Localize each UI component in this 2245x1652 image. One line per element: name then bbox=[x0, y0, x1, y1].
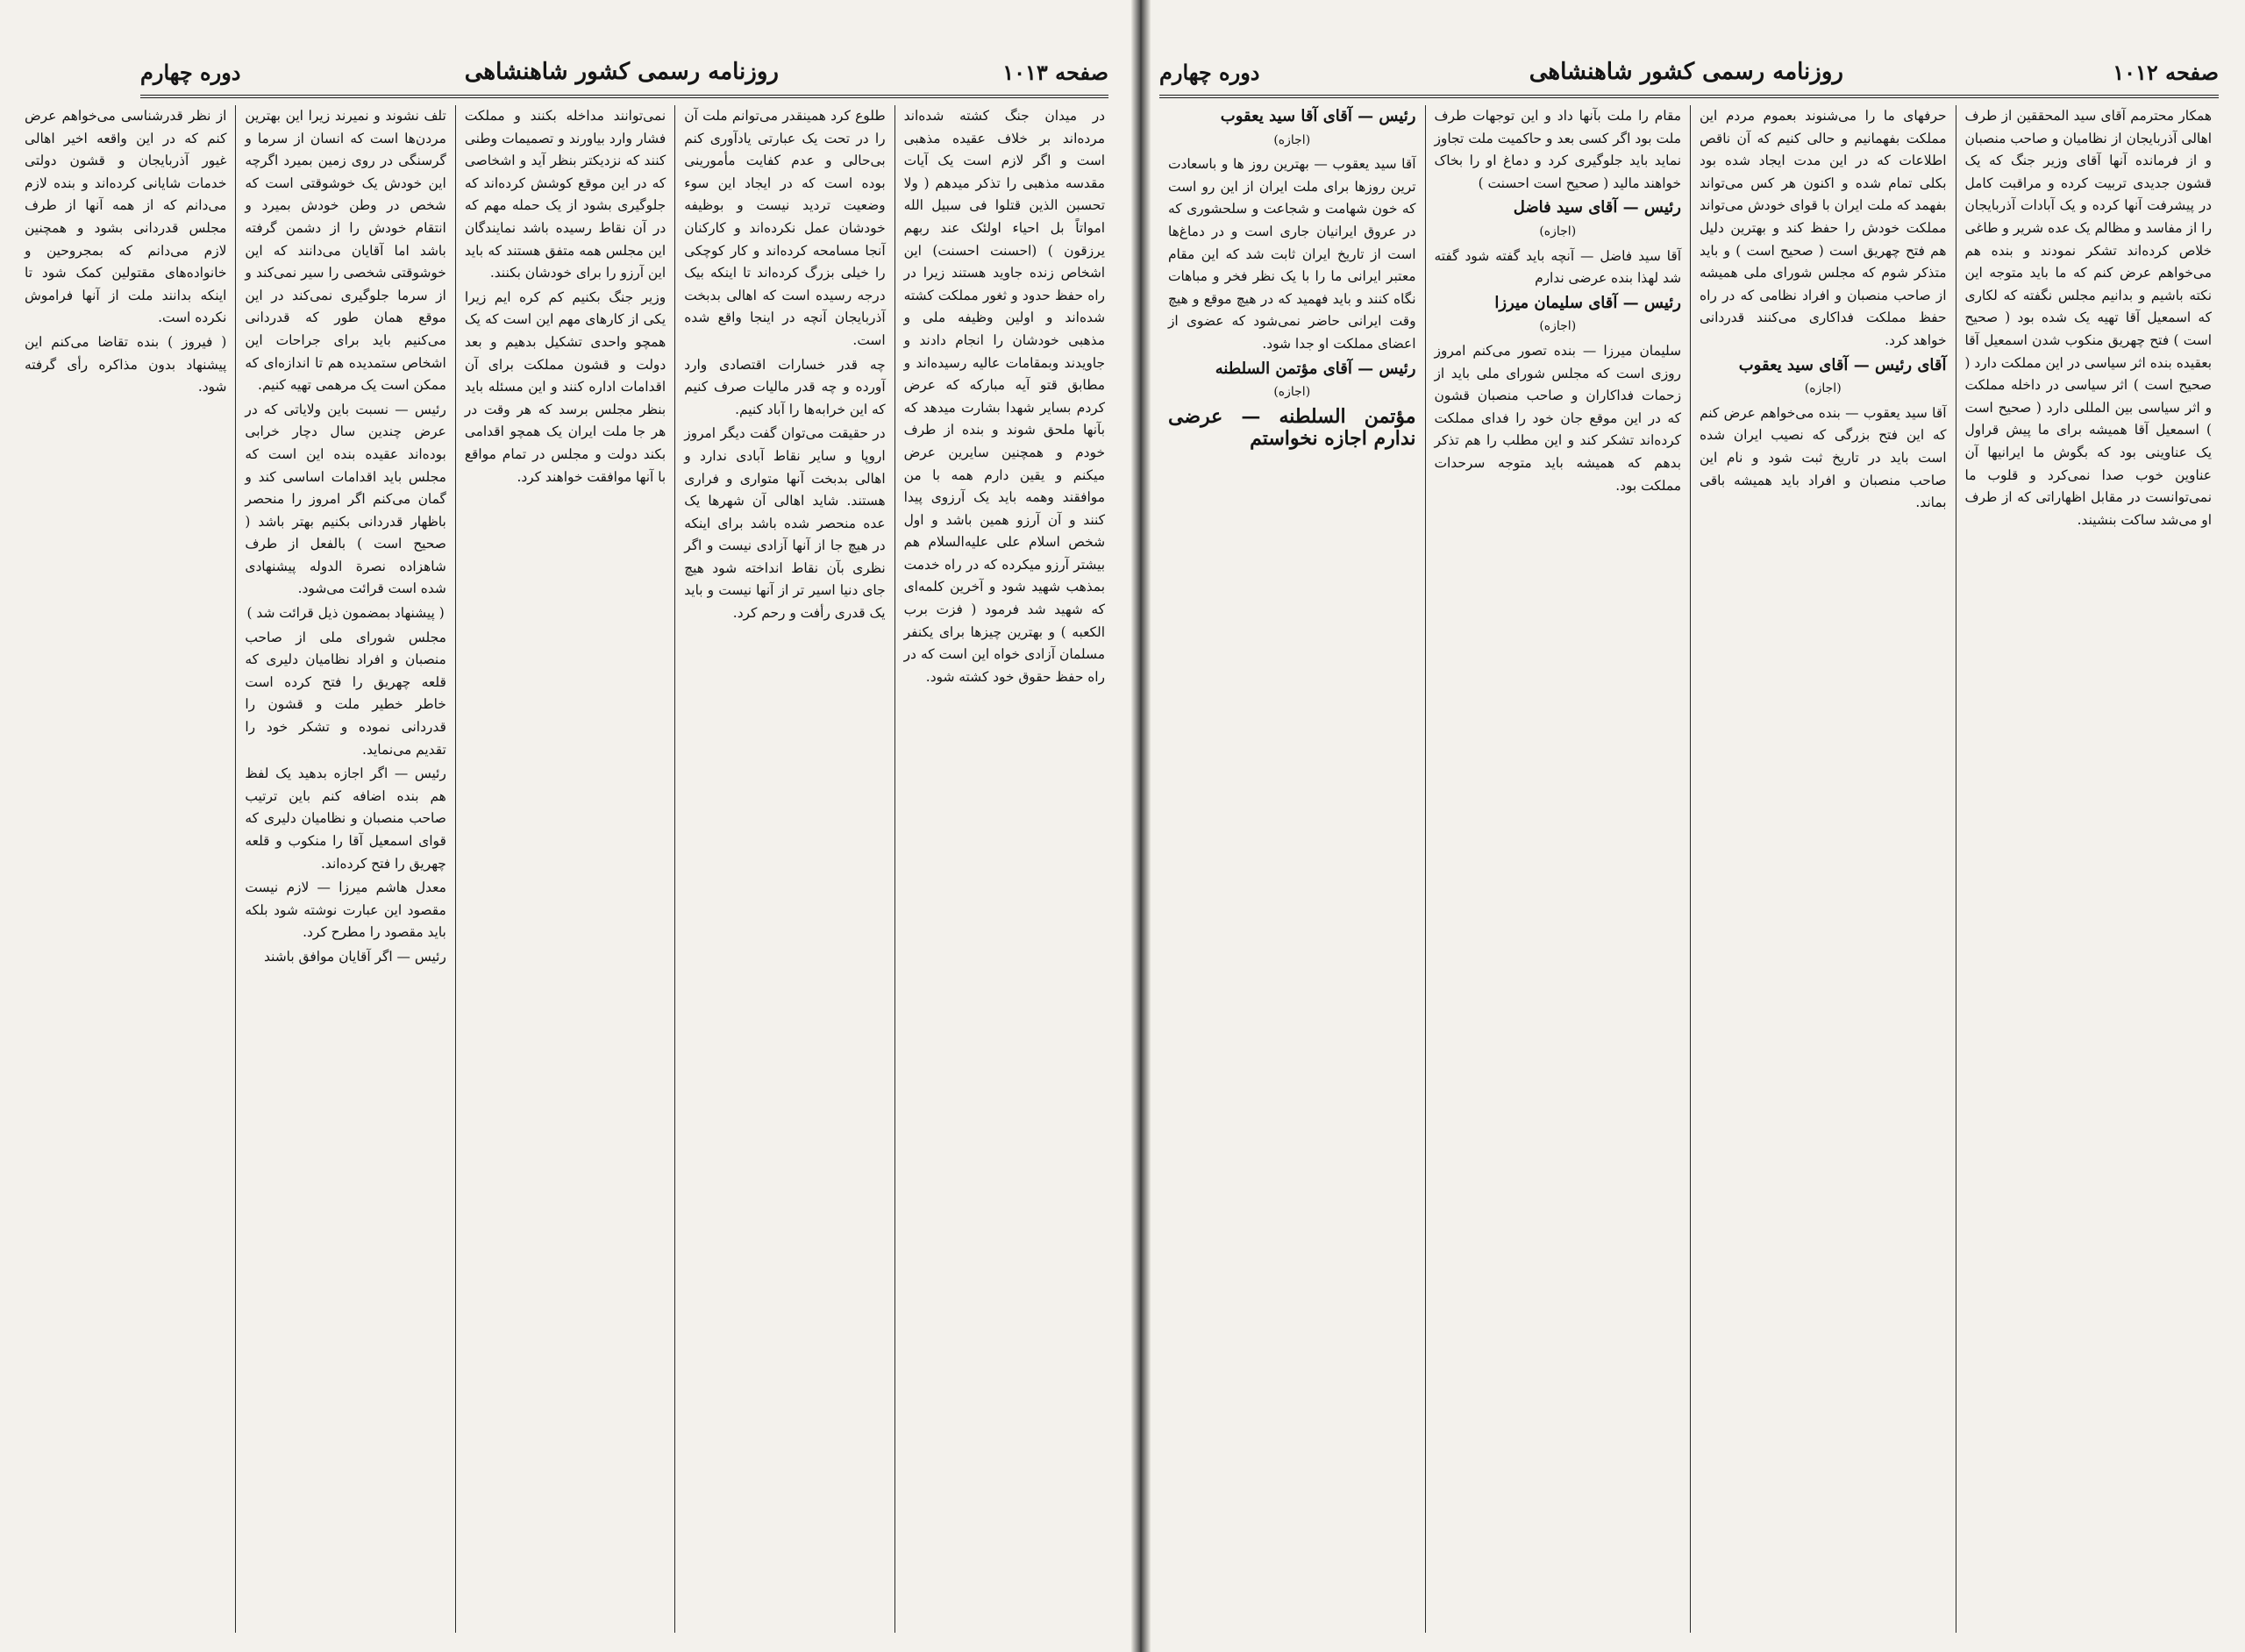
left-column-4 bbox=[235, 105, 454, 1633]
right-masthead bbox=[1159, 49, 2219, 98]
paragraph: مقام را ملت بآنها داد و این توجهات طرف ملت بود اگر کسی بعد و حاکمیت ملت تجاوز نماید باید جلوگیری کرد و دماغ او را بخاک خواهند مالید ( صحیح است احسنت ) bbox=[1434, 108, 1681, 191]
paragraph: نمی‌توانند مداخله بکنند و مملکت فشار وارد بیاورند و تصمیمات وطنی کنند که نزدیکتر بنظر آید و اشخاصی که در این موقع کوشش کرده‌اند که جلوگیری بشود از یک حمله مهم که در آن نقاط رسیده باشد نمایندگان این مجلس همه متفق هستند که باید این آرزو را برای خودشان بکنند. bbox=[464, 108, 666, 281]
closing-statement: مؤتمن السلطنه — عرضی ندارم اجازه نخواستم bbox=[1168, 404, 1416, 451]
left-edition-label: دوره چهارم bbox=[140, 59, 241, 85]
left-masthead bbox=[140, 49, 1108, 98]
speaker-line: رئیس — آقای سلیمان میرزا bbox=[1494, 293, 1681, 312]
right-page-number: صفحه ۱۰۱۲ bbox=[2113, 59, 2219, 85]
left-columns bbox=[16, 105, 1114, 1633]
speaker-line: آقای رئیس — آقای سید یعقوب bbox=[1738, 355, 1947, 374]
paragraph: رئیس — نسبت باین ولایاتی که در عرض چندین سال دچار خرابی بوده‌اند عقیده بنده این است که مجلس باید اقدامات اساسی کند و گمان می‌کنم اگر امروز را منحصر باظهار قدردانی بکنیم بهتر باشد ( صحیح است ) بالفعل از طرف شاهزاده نصرة الدوله پیشنهادی شده است قرائت می‌شود. bbox=[245, 401, 446, 597]
left-page-number: صفحه ۱۰۱۳ bbox=[1002, 59, 1108, 85]
paragraph: در میدان جنگ کشته شده‌اند مرده‌اند بر خلاف عقیده مذهبی است و اگر لازم است یک آیات مقدسه مذهبی را تذکر میدهم ( ولا تحسبن الذین قتلوا فی سبیل الله امواتاً بل احیاء اولئک عند ربهم یرزقون ) (احسنت احسنت) این اشخاص زنده جاوید هستند زیرا در راه حفظ حدود و ثغور مملکت کشته شده‌اند و اولین وظیفه ملی و مذهبی خودشان را انجام دادند و جاویدند وبمقامات عالیه رسیده‌اند و مطابق قتو آیه مبارکه که عرض کردم بسایر شهدا بشارت میدهد که بآنها ملحق شوند و بنده از طرف خودم و همچنین سایرین عرض میکنم و یقین دارم همه با من موافقند وهمه باید یک آرزوی پیدا کنند و آن آرزو همین باشد و اول شخص اسلام علی علیه‌السلام هم بیشتر آرزو میکرده که در راه خدمت بمذهب شهید شود و آخرین کلمه‌ای که شهید شد فرمود ( فزت برب الکعبه ) و بهترین چیزها برای یکنفر مسلمان آزادی خواه این است که در راه حفظ حقوق خود کشته شود. bbox=[903, 108, 1105, 685]
paragraph: رئیس — اگر آقایان موافق باشند bbox=[264, 948, 446, 965]
paragraph: طلوع کرد همینقدر می‌توانم ملت آن را در تحت یک عبارتی یادآوری کنم بی‌حالی و عدم کفایت مأمورینی بوده است که در ایجاد این سوء وضعیت تردید نیست و بوظیفه خودشان عمل نکرده‌اند و کارکنان آنجا مسامحه کرده‌اند و کار کوچکی را خیلی بزرگ کرده‌اند تا اینکه بیک درجه رسیده است که اهالی بدبخت آذربایجان آنچه در اینجا واقع شده است. bbox=[684, 108, 886, 348]
left-column-5 bbox=[16, 105, 235, 1633]
left-newspaper-title: روزنامه رسمی کشور شاهنشاهی bbox=[464, 59, 779, 85]
speaker-line: رئیس — آقای آقا سید یعقوب bbox=[1220, 107, 1416, 125]
permission-note: (اجازه) bbox=[1804, 381, 1842, 396]
left-column-1 bbox=[894, 105, 1114, 1633]
paragraph: همکار محترمم آقای سید المحققین از طرف اهالی آذربایجان از نظامیان و صاحب منصبان و از فرمانده آنها آقای وزیر جنگ که یک قشون جدیدی تربیت کرده و مراقبت کامل در پیشرفت آنها کرده و یک آبادات آذربایجان را از مفاسد و مظالم یک عده شریر و طاغی خلاص کرده‌اند تشکر نمودند و بنده هم می‌خواهم عرض کنم که ما باید متوجه این نکته باشیم و بدانیم مجلس نگفته که لکاری که اسمعیل آقا تهیه یک شده بود ( صحیح است ) فتح چهریق منکوب شدن اسمعیل آقا بعقیده بنده اثر سیاسی در این مملکت دارد ( صحیح است ) اثر سیاسی در داخله مملکت و اثر سیاسی بین المللی دارد ( صحیح است ) اسمعیل آقا همیشه برای ما پیش قراول یک عناوینی بود که بگوش ما ایرانیها آن عناوین خوب صدا نمی‌کرد و قلوب ما نمی‌توانست در مقابل اظهاراتی که از طرف او می‌شد ساکت بنشیند. bbox=[1964, 108, 2212, 528]
paragraph: چه قدر خسارات اقتصادی وارد آورده و چه قدر مالیات صرف کنیم که این خرابه‌ها را آباد کنیم. bbox=[684, 356, 886, 417]
right-column-3 bbox=[1425, 105, 1691, 1633]
paragraph: ( فیروز ) بنده تقاضا می‌کنم این پیشنهاد بدون مذاکره رأی گرفته شود. bbox=[25, 333, 227, 395]
paragraph: در حقیقت می‌توان گفت دیگر امروز اروپا و سایر نقاط آبادی ندارد و اهالی بدبخت آنها متواری و فراری هستند. شاید اهالی آن شهرها یک عده منحصر شده باشد برای اینکه در هیچ جا از آنها آزادی نیست و اگر نظری بآن نقاط انداخته شود هیچ جای دنیا اسیر تر از آنها نیست و باید یک قدری رأفت و رحم کرد. bbox=[684, 425, 886, 622]
paragraph: حرفهای ما را می‌شنوند بعموم مردم این مملکت بفهمانیم و حالی کنیم که آن ناقص اطلاعات که در این مدت ایجاد شده بود بکلی تمام شده و اکنون هر کس می‌تواند بفهمد که ملت ایران با قوای خودش می‌تواند مملکت خودش را حفظ کند و بهترین دلیل هم فتح چهریق است ( صحیح است ) و باید متذکر شوم که مجلس شورای ملی همیشه از صاحب منصبان و افراد نظامی که در راه حفظ مملکت فداکاری می‌کنند قدردانی خواهد کرد. bbox=[1700, 108, 1947, 348]
left-column-3 bbox=[455, 105, 674, 1633]
permission-note: (اجازه) bbox=[1273, 132, 1311, 147]
right-edition-label: دوره چهارم bbox=[1159, 59, 1260, 85]
paragraph: معدل هاشم میرزا — لازم نیست مقصود این عبارت نوشته شود بلکه باید مقصود را مطرح کرد. bbox=[245, 879, 446, 941]
right-newspaper-title: روزنامه رسمی کشور شاهنشاهی bbox=[1529, 59, 1843, 85]
paragraph: تلف نشوند و نمیرند زیرا این بهترین مردن‌ها است که انسان از سرما و گرسنگی در روی زمین بمیرد اگرچه این خودش یک خوشوقتی است که شخص در وطن خودش بمیرد و انتقام خودش را از دشمن گرفته باشد اما آقایان می‌دانند که این خوشوقتی شخصی را سیر نمی‌کند و از سرما جلوگیری نمی‌کند در این موقع همان طور که قدردانی می‌کنیم باید برای جراحات این اشخاص ستمدیده هم تا اندازه‌ای که ممکن است یک مرهمی تهیه کنیم. bbox=[245, 108, 446, 394]
paragraph: رئیس — اگر اجازه بدهید یک لفظ هم بنده اضافه کنم باین ترتیب صاحب منصبان و نظامیان دلیری که قوای اسمعیل آقا را منکوب و قلعه چهریق را فتح کرده‌اند. bbox=[245, 765, 446, 872]
left-column-2 bbox=[674, 105, 894, 1633]
right-column-2 bbox=[1690, 105, 1956, 1633]
permission-note: (اجازه) bbox=[1539, 319, 1577, 334]
paragraph: آقا سید یعقوب — بنده می‌خواهم عرض کنم که این فتح بزرگی که نصیب ایران شده است باید در تاریخ ثبت شود و نام این صاحب منصبان و افراد باید همیشه باقی بماند. bbox=[1700, 404, 1947, 511]
paragraph: آقا سید فاضل — آنچه باید گفته شود گفته شد لهذا بنده عرضی ندارم bbox=[1434, 247, 1681, 287]
paragraph: سلیمان میرزا — بنده تصور می‌کنم امروز روزی است که مجلس شورای ملی باید از زحمات فداکاران و صاحب منصبان قشون که در این موقع جان خود را فدای مملکت کرده‌اند تشکر کند و این مطلب را هم تذکر بدهم که همیشه باید متوجه سرحدات مملکت بود. bbox=[1434, 342, 1681, 494]
right-page bbox=[1140, 0, 2245, 1652]
permission-note: (اجازه) bbox=[1273, 385, 1311, 400]
right-column-4 bbox=[1159, 105, 1425, 1633]
reading-note: ( پیشنهاد بمضمون ذیل قرائت شد ) bbox=[246, 605, 445, 622]
paragraph: آقا سید یعقوب — بهترین روز ها و باسعادت ترین روزها برای ملت ایران از این رو است که خون شهامت و شجاعت و سلحشوری که در عروق ایرانیان جاری است و در دماغ‌ها است از تاریخ ایران ثابت شد که این مقام معتبر ایرانی ما را با یک نظر فخر و مباهات نگاه کنند و باید فهمید که در هیچ موقع و هیچ وقت ایرانی حاضر نمی‌شود که عضوی از اعضای مملکت او جدا شود. bbox=[1168, 156, 1416, 352]
paragraph: از نظر قدرشناسی می‌خواهم عرض کنم که در این واقعه اخیر اهالی غیور آذربایجان و قشون دولتی خدمات شایانی کرده‌اند و بنده لازم می‌دانم که از همه آنها از طرف مجلس قدردانی بشود و همچنین لازم می‌دانم که بمجروحین و خانواده‌های مقتولین کمک شود تا اینکه بدانند ملت از آنها فراموش نکرده است. bbox=[25, 108, 227, 326]
paragraph: وزیر جنگ بکنیم کم کره ایم زیرا یکی از کارهای مهم این است که یک همچو واحدی تشکیل بدهیم و بعد دولت و قشون مملکت برای آن اقدامات اداره کنند و این مسئله باید بنظر مجلس برسد که هر وقت در هر جا ملت ایران یک همچو اقدامی بکند دولت و مجلس در تمام مواقع با آنها موافقت خواهند کرد. bbox=[464, 288, 666, 485]
right-columns bbox=[1159, 105, 2220, 1633]
speaker-line: رئیس — آقای سید فاضل bbox=[1513, 198, 1681, 217]
permission-note: (اجازه) bbox=[1539, 224, 1577, 239]
speaker-line: رئیس — آقای مؤتمن السلطنه bbox=[1215, 359, 1416, 378]
right-column-1 bbox=[1956, 105, 2221, 1633]
proposal-text: مجلس شورای ملی از صاحب منصبان و افراد نظامیان دلیری که قلعه چهریق را فتح کرده است خاطر خطیر ملت و قشون را قدردانی نموده و تشکر خود را تقدیم می‌نماید. bbox=[245, 629, 446, 758]
